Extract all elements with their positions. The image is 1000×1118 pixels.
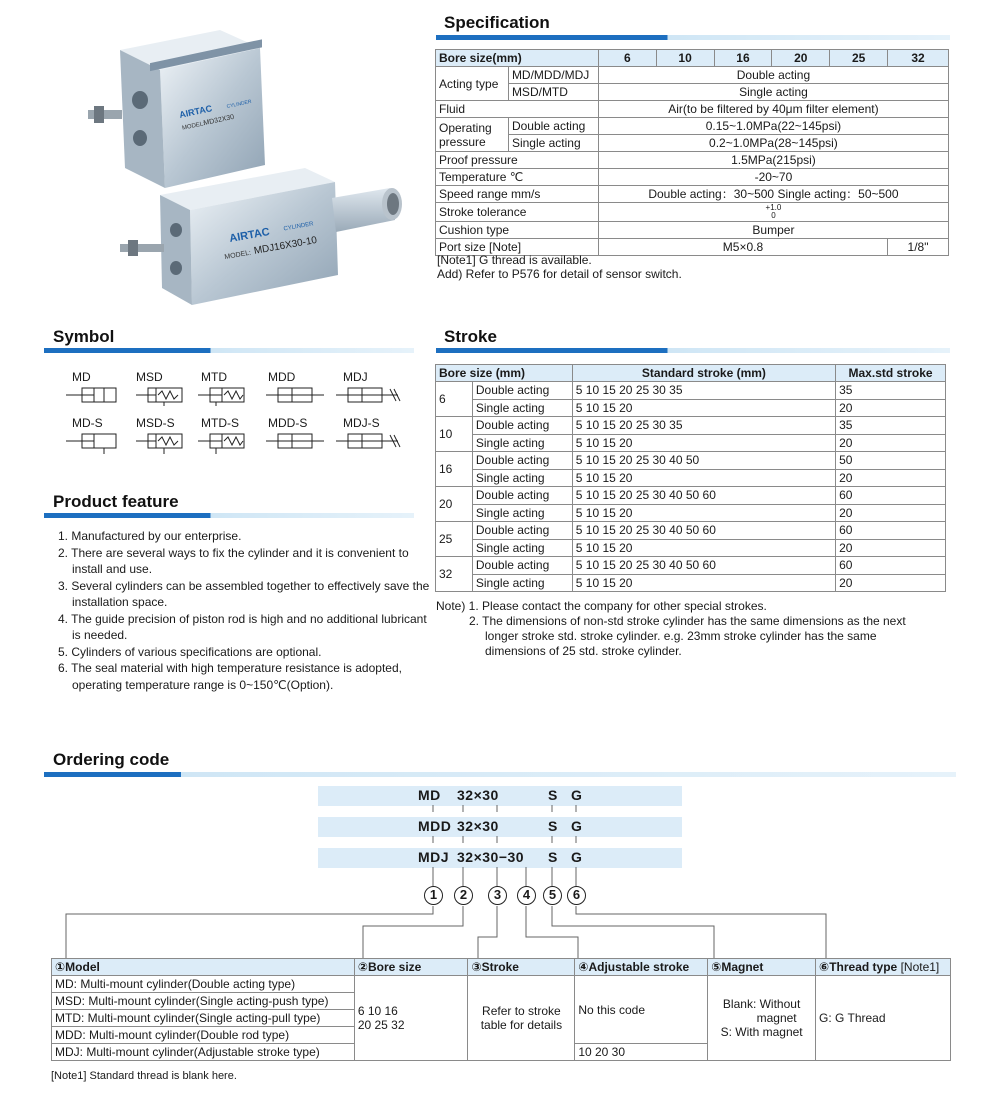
stroke-double-max: 50: [836, 452, 946, 470]
bore-32: 32: [888, 50, 949, 67]
stroke-tolerance-value: [598, 203, 948, 222]
code3-g: G: [571, 849, 583, 865]
bore-6: 6: [598, 50, 656, 67]
symbol-mtd-icon: [198, 388, 244, 406]
stroke-double-label: Double acting: [472, 417, 572, 435]
cylinder-md32x30-image: [88, 30, 265, 188]
stroke-single-values: 5 10 15 20: [572, 574, 835, 592]
oc-header-model: ①Model: [52, 959, 355, 976]
cylinder-label-text-2: CYLINDER: [283, 221, 315, 233]
symbol-title: Symbol: [53, 327, 115, 346]
proof-pressure-label: Proof pressure: [436, 152, 599, 169]
symbol-label-mtd-s: MTD-S: [201, 416, 239, 430]
model1-text: MD32X30: [202, 113, 235, 128]
ordering-code-title-bar: [44, 772, 956, 777]
symbol-title-bar: [44, 348, 414, 353]
md-mdd-mdj-label: MD/MDD/MDJ: [508, 67, 598, 84]
symbol-mdj-s-icon: [336, 434, 400, 448]
symbol-label-mdj-s: MDJ-S: [343, 416, 380, 430]
feature-item-5: 5. Cylinders of various specifications are optional.: [58, 644, 322, 659]
stroke-single-label: Single acting: [472, 469, 572, 487]
port-size-label: Port size [Note]: [436, 239, 599, 256]
oc-header-thread-label: ⑥Thread type: [819, 960, 898, 974]
code-number-1: 1: [424, 886, 443, 905]
stroke-header-max: Max.std stroke: [836, 365, 946, 382]
stroke-single-max: 20: [836, 399, 946, 417]
bore-16: 16: [714, 50, 772, 67]
symbol-msd-icon: [136, 388, 182, 406]
double-acting-value: Double acting: [598, 67, 948, 84]
msd-mtd-label: MSD/MTD: [508, 84, 598, 101]
op-single-value: 0.2~1.0MPa(28~145psi): [598, 135, 948, 152]
proof-pressure-value: 1.5MPa(215psi): [598, 152, 948, 169]
spec-notes: [437, 253, 682, 281]
code3-s: S: [548, 849, 558, 865]
stroke-bore: 20: [436, 487, 473, 522]
feature-item-1: 1. Manufactured by our enterprise.: [58, 529, 242, 543]
oc-magnet-line-3: S: With magnet: [720, 1025, 803, 1039]
symbol-label-msd-s: MSD-S: [136, 416, 175, 430]
oc-model-mtd: MTD: Multi-mount cylinder(Single acting-pull type): [52, 1010, 355, 1027]
code-number-2: 2: [454, 886, 473, 905]
symbol-mdj-icon: [336, 388, 400, 402]
code2-g: G: [571, 818, 583, 834]
symbol-mdd-icon: [266, 388, 324, 402]
stroke-bore: 25: [436, 522, 473, 557]
stroke-row-double: [436, 487, 946, 505]
stroke-single-label: Single acting: [472, 434, 572, 452]
port-size-value-2: 1/8": [888, 239, 949, 256]
stroke-row-single: [436, 399, 946, 417]
feature-item-2: 2. There are several ways to fix the cylinder and it is convenient to install and use.: [58, 545, 409, 576]
code-number-6: 6: [567, 886, 586, 905]
code-number-4: 4: [517, 886, 536, 905]
stroke-double-max: 35: [836, 382, 946, 400]
oc-header-magnet: ⑤Magnet: [708, 959, 816, 976]
symbol-msd-s-icon: [136, 434, 182, 454]
stroke-single-max: 20: [836, 539, 946, 557]
code2-model: MDD: [418, 818, 452, 834]
oc-model-md: MD: Multi-mount cylinder(Double acting type): [52, 976, 355, 993]
operating-pressure-label: Operating pressure: [436, 118, 509, 152]
symbol-label-mtd: MTD: [201, 370, 227, 384]
oc-model-mdd: MDD: Multi-mount cylinder(Double rod type): [52, 1027, 355, 1044]
oc-header-thread: [816, 959, 951, 976]
oc-header-stroke: ③Stroke: [468, 959, 575, 976]
stroke-single-label: Single acting: [472, 504, 572, 522]
spec-note-1: [Note1] G thread is available.: [437, 253, 592, 267]
stroke-tolerance-lower: 0: [771, 211, 776, 220]
bore-20: 20: [772, 50, 830, 67]
oc-magnet-cell: [708, 976, 816, 1061]
stroke-double-max: 60: [836, 522, 946, 540]
temperature-label: Temperature ℃: [436, 169, 599, 186]
stroke-single-values: 5 10 15 20: [572, 399, 835, 417]
stroke-row-double: [436, 557, 946, 575]
oc-model-msd: MSD: Multi-mount cylinder(Single acting-push type): [52, 993, 355, 1010]
stroke-double-label: Double acting: [472, 452, 572, 470]
code1-g: G: [571, 787, 583, 803]
pneumatic-symbols: [60, 384, 410, 464]
bore-25: 25: [830, 50, 888, 67]
single-acting-value: Single acting: [598, 84, 948, 101]
symbol-label-md-s: MD-S: [72, 416, 103, 430]
oc-bore-line-1: 6 10 16: [357, 1004, 398, 1018]
stroke-row-single: [436, 539, 946, 557]
code1-size: 32×30: [457, 787, 499, 803]
code2-size: 32×30: [457, 818, 499, 834]
symbol-label-mdj: MDJ: [343, 370, 368, 384]
ordering-code-table: [51, 958, 951, 1061]
stroke-title-bar: [436, 348, 950, 353]
oc-adjustable-values: 10 20 30: [575, 1044, 708, 1061]
cushion-type-label: Cushion type: [436, 222, 599, 239]
op-double-label: Double acting: [508, 118, 598, 135]
feature-item-3: 3. Several cylinders can be assembled together to effectively save the installation space.: [58, 578, 430, 609]
symbol-label-msd: MSD: [136, 370, 163, 384]
specification-title-bar: [436, 35, 950, 40]
stroke-single-max: 20: [836, 574, 946, 592]
stroke-double-max: 60: [836, 557, 946, 575]
op-double-value: 0.15~1.0MPa(22~145psi): [598, 118, 948, 135]
bore-size-header: Bore size(mm): [436, 50, 599, 67]
code1-s: S: [548, 787, 558, 803]
oc-header-bore: ②Bore size: [354, 959, 468, 976]
product-feature-title: Product feature: [53, 492, 179, 511]
ordering-footnote: [Note1] Standard thread is blank here.: [51, 1070, 237, 1082]
brand-logo-text-2: AIRTAC: [228, 226, 271, 245]
cylinder-mdj16x30-image: [120, 168, 402, 305]
stroke-double-values: 5 10 15 20 25 30 40 50 60: [572, 522, 835, 540]
stroke-bore: 32: [436, 557, 473, 592]
stroke-single-label: Single acting: [472, 399, 572, 417]
code1-model: MD: [418, 787, 441, 803]
symbol-mdd-s-icon: [266, 434, 324, 448]
stroke-single-max: 20: [836, 504, 946, 522]
oc-thread-value: G: G Thread: [816, 976, 951, 1061]
stroke-title: Stroke: [444, 327, 497, 346]
stroke-double-label: Double acting: [472, 487, 572, 505]
stroke-table: [435, 364, 946, 592]
stroke-double-max: 60: [836, 487, 946, 505]
oc-adjustable-no-code: No this code: [575, 976, 708, 1044]
speed-range-label: Speed range mm/s: [436, 186, 599, 203]
symbol-md-s-icon: [66, 434, 116, 454]
stroke-bore: 16: [436, 452, 473, 487]
stroke-single-values: 5 10 15 20: [572, 469, 835, 487]
stroke-note-2: 2. The dimensions of non-std stroke cylinder has the same dimensions as the next: [469, 614, 906, 628]
code-number-5: 5: [543, 886, 562, 905]
spec-note-2: Add) Refer to P576 for detail of sensor switch.: [437, 267, 682, 281]
oc-bore-line-2: 20 25 32: [357, 1018, 405, 1032]
model-prefix-text: MODEL:: [181, 121, 206, 132]
stroke-notes: [436, 599, 906, 659]
stroke-row-single: [436, 434, 946, 452]
op-single-label: Single acting: [508, 135, 598, 152]
stroke-single-max: 20: [836, 469, 946, 487]
product-photos: [80, 20, 420, 310]
stroke-bore: 6: [436, 382, 473, 417]
symbol-mtd-s-icon: [198, 434, 244, 454]
stroke-double-values: 5 10 15 20 25 30 40 50 60: [572, 557, 835, 575]
cushion-type-value: Bumper: [598, 222, 948, 239]
specification-table: [435, 49, 949, 256]
stroke-single-max: 20: [836, 434, 946, 452]
stroke-double-label: Double acting: [472, 522, 572, 540]
code3-size: 32×30−30: [457, 849, 525, 865]
stroke-row-double: [436, 522, 946, 540]
stroke-note-3: longer stroke std. stroke cylinder. e.g. 23mm stroke cylinder has the same: [485, 629, 877, 643]
symbol-label-mdd: MDD: [268, 370, 296, 384]
symbol-label-md: MD: [72, 370, 91, 384]
stroke-double-values: 5 10 15 20 25 30 40 50 60: [572, 487, 835, 505]
ordering-code-title: Ordering code: [53, 750, 170, 769]
feature-list: [58, 528, 433, 693]
stroke-double-values: 5 10 15 20 25 30 35: [572, 417, 835, 435]
temperature-value: -20~70: [598, 169, 948, 186]
symbol-label-mdd-s: MDD-S: [268, 416, 308, 430]
product-feature-title-bar: [44, 513, 414, 518]
speed-range-value: Double acting：30~500 Single acting：50~500: [598, 186, 948, 203]
stroke-row-double: [436, 452, 946, 470]
fluid-value: Air(to be filtered by 40μm filter element): [598, 101, 948, 118]
stroke-row-double: [436, 417, 946, 435]
oc-header-adjustable: ④Adjustable stroke: [575, 959, 708, 976]
stroke-note-4: dimensions of 25 std. stroke cylinder.: [485, 644, 682, 658]
ordering-connector-lines: [0, 800, 1000, 960]
brand-logo-text: AIRTAC: [178, 103, 214, 120]
feature-item-4: 4. The guide precision of piston rod is high and no additional lubricant is needed.: [58, 611, 427, 642]
stroke-header-standard: Standard stroke (mm): [572, 365, 835, 382]
oc-magnet-line-2: magnet: [756, 1011, 797, 1025]
stroke-single-values: 5 10 15 20: [572, 504, 835, 522]
port-size-value-1: M5×0.8: [598, 239, 887, 256]
stroke-double-max: 35: [836, 417, 946, 435]
acting-type-label: Acting type: [436, 67, 509, 101]
fluid-label: Fluid: [436, 101, 599, 118]
symbol-md-icon: [66, 388, 116, 402]
oc-header-thread-note: [Note1]: [900, 960, 940, 974]
stroke-double-label: Double acting: [472, 557, 572, 575]
stroke-bore: 10: [436, 417, 473, 452]
oc-stroke-line-2: table for details: [480, 1018, 563, 1032]
code-number-3: 3: [488, 886, 507, 905]
stroke-double-values: 5 10 15 20 25 30 40 50: [572, 452, 835, 470]
oc-bore-cell: [354, 976, 468, 1061]
stroke-double-values: 5 10 15 20 25 30 35: [572, 382, 835, 400]
stroke-single-values: 5 10 15 20: [572, 539, 835, 557]
stroke-tolerance-upper: +1.0: [765, 203, 782, 212]
stroke-tolerance-label: Stroke tolerance: [436, 203, 599, 222]
oc-model-mdj: MDJ: Multi-mount cylinder(Adjustable stroke type): [52, 1044, 355, 1061]
stroke-single-values: 5 10 15 20: [572, 434, 835, 452]
oc-stroke-line-1: Refer to stroke: [482, 1004, 561, 1018]
oc-magnet-line-1: Blank: Without: [722, 997, 801, 1011]
stroke-row-single: [436, 469, 946, 487]
stroke-row-single: [436, 574, 946, 592]
cylinder-label-text: CYLINDER: [226, 98, 253, 110]
stroke-header-bore: Bore size (mm): [436, 365, 573, 382]
stroke-note-1: Note) 1. Please contact the company for other special strokes.: [436, 599, 767, 613]
stroke-single-label: Single acting: [472, 574, 572, 592]
stroke-row-single: [436, 504, 946, 522]
stroke-single-label: Single acting: [472, 539, 572, 557]
oc-stroke-cell: [468, 976, 575, 1061]
bore-10: 10: [656, 50, 714, 67]
model2-text: MDJ16X30-10: [253, 234, 318, 257]
code2-s: S: [548, 818, 558, 834]
specification-title: Specification: [444, 13, 550, 32]
stroke-double-label: Double acting: [472, 382, 572, 400]
model-prefix-text-2: MODEL:: [224, 249, 252, 262]
code3-model: MDJ: [418, 849, 450, 865]
stroke-row-double: [436, 382, 946, 400]
feature-item-6: 6. The seal material with high temperature resistance is adopted, operating temperature range is 0~150℃(Option).: [58, 661, 402, 692]
